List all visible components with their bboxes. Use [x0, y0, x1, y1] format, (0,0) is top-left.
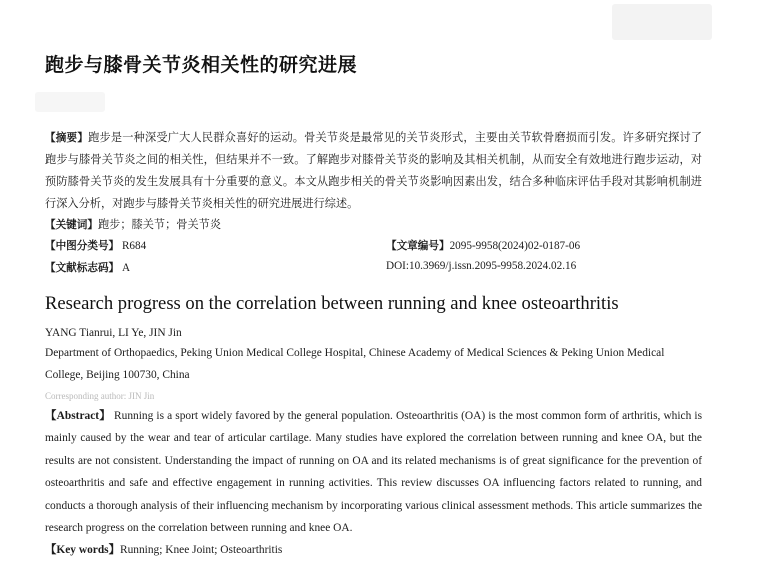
doi: DOI:10.3969/j.issn.2095-9958.2024.02.16: [386, 260, 577, 272]
clc-value: R684: [121, 240, 147, 252]
chinese-keywords-text: 跑步；膝关节；骨关节炎: [97, 219, 222, 231]
chinese-abstract-text: 跑步是一种深受广大人民群众喜好的运动。骨关节炎是最常见的关节炎形式，主要由关节软骨磨损而引发。许多研究探讨了跑步与膝骨关节炎之间的相关性，但结果并不一致。了解跑步对膝骨关节炎的影响及其相关机制，从而安全有效地进行跑步运动，对预防膝骨关节炎的发生发展具有十分重要的意义。本文从跑步相关的骨关节炎影响因素出发，结合多种临床评估手段对其影响机制进行深入分析，对跑步与膝骨关节炎相关性的研究进展进行综述。: [45, 132, 703, 210]
clc-number: [45, 238, 146, 253]
english-keywords: [45, 541, 282, 557]
chinese-abstract: [45, 127, 702, 215]
clc-label: 【中图分类号】: [45, 240, 120, 252]
corresponding-author: Corresponding author: JIN Jin: [45, 391, 155, 401]
chinese-abstract-label: 【摘要】: [45, 132, 89, 144]
english-abstract-label: 【Abstract】: [45, 410, 111, 422]
left-smudge: [35, 92, 105, 112]
english-keywords-label: 【Key words】: [45, 544, 120, 556]
english-title: Research progress on the correlation between running and knee osteoarthritis: [45, 293, 619, 314]
affiliation-line-1: Department of Orthopaedics, Peking Union Medical College Hospital, Chinese Academy of Medical Sciences & Peking Union Medical: [45, 347, 665, 359]
chinese-keywords: [45, 216, 221, 232]
english-keywords-text: Running; Knee Joint; Osteoarthritis: [120, 544, 283, 556]
top-right-smudge: [612, 4, 712, 40]
article-number: [386, 238, 580, 253]
document-code: [45, 260, 130, 275]
chinese-title: 跑步与膝骨关节炎相关性的研究进展: [45, 54, 358, 76]
english-abstract: [45, 405, 702, 539]
english-abstract-text: Running is a sport widely favored by the general population. Osteoarthritis (OA) is the most common form of arthritis, which is mainly caused by the wear and tear of articular cartilage. Many studies have explored the correlation between running and knee OA, but the results are not consistent. Understanding the impact of running on OA and its related mechanisms is of great significance for the prevention of osteoarthritis and safe and effective engagement in running activities. This review discusses OA influencing factors related to running, and conducts a thorough analysis of their influencing mechanism by incorporating various clinical assessment methods. This article summarizes the research progress on the correlation between running and knee OA.: [45, 410, 702, 535]
document-code-label: 【文献标志码】: [45, 262, 120, 274]
document-code-value: A: [121, 262, 131, 274]
article-number-value: 2095-9958(2024)02-0187-06: [449, 240, 581, 252]
article-number-label: 【文章编号】: [386, 240, 450, 252]
authors: YANG Tianrui, LI Ye, JIN Jin: [45, 327, 182, 339]
affiliation-line-2: College, Beijing 100730, China: [45, 369, 190, 381]
chinese-keywords-label: 【关键词】: [45, 219, 98, 231]
